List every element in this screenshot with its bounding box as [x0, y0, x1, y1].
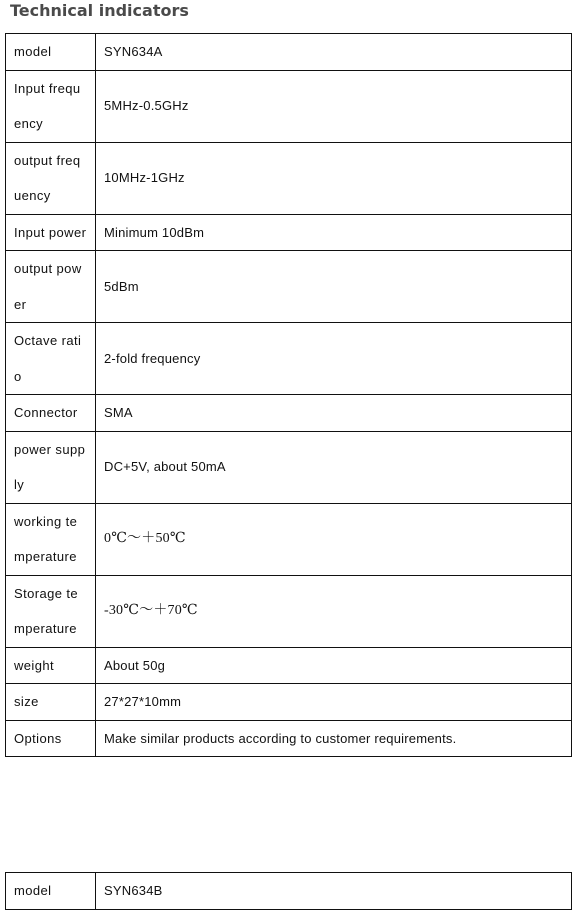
row-label-model: model	[6, 34, 96, 71]
row-value-power-supply: DC+5V, about 50mA	[96, 431, 572, 503]
row-label-connector: Connector	[6, 395, 96, 432]
table-row	[6, 503, 572, 575]
row-label-options: Options	[6, 720, 96, 757]
table-row	[6, 431, 572, 503]
table-row	[6, 684, 572, 721]
row-label-size: size	[6, 684, 96, 721]
row-value-input-frequency: 5MHz-0.5GHz	[96, 70, 572, 142]
row-label-storage-temperature: Storage temperature	[6, 575, 96, 647]
row-value-model: SYN634B	[96, 873, 572, 910]
table-row	[6, 34, 572, 71]
table-row	[6, 142, 572, 214]
row-label-weight: weight	[6, 647, 96, 684]
table-row	[6, 647, 572, 684]
row-value-storage-temperature: -30℃～＋70℃	[96, 575, 572, 647]
row-label-input-power: Input power	[6, 214, 96, 251]
table-row	[6, 873, 572, 910]
row-value-octave-ratio: 2-fold frequency	[96, 323, 572, 395]
row-value-output-frequency: 10MHz-1GHz	[96, 142, 572, 214]
row-value-input-power: Minimum 10dBm	[96, 214, 572, 251]
table-row	[6, 70, 572, 142]
table-row	[6, 720, 572, 757]
row-label-output-power: output power	[6, 251, 96, 323]
table-row	[6, 214, 572, 251]
table-row	[6, 323, 572, 395]
table-row	[6, 575, 572, 647]
row-value-working-temperature: 0℃～＋50℃	[96, 503, 572, 575]
row-value-size: 27*27*10mm	[96, 684, 572, 721]
row-label-output-frequency: output frequency	[6, 142, 96, 214]
row-label-working-temperature: working temperature	[6, 503, 96, 575]
row-label-power-supply: power supply	[6, 431, 96, 503]
row-value-output-power: 5dBm	[96, 251, 572, 323]
section-heading: Technical indicators	[10, 1, 189, 20]
row-value-connector: SMA	[96, 395, 572, 432]
row-label-model: model	[6, 873, 96, 910]
table-row	[6, 395, 572, 432]
spec-table-syn634b	[5, 872, 572, 910]
row-label-input-frequency: Input frequency	[6, 70, 96, 142]
table-row	[6, 251, 572, 323]
row-value-model: SYN634A	[96, 34, 572, 71]
spec-table-syn634a	[5, 33, 572, 757]
row-value-weight: About 50g	[96, 647, 572, 684]
row-label-octave-ratio: Octave ratio	[6, 323, 96, 395]
row-value-options: Make similar products according to customer requirements.	[96, 720, 572, 757]
